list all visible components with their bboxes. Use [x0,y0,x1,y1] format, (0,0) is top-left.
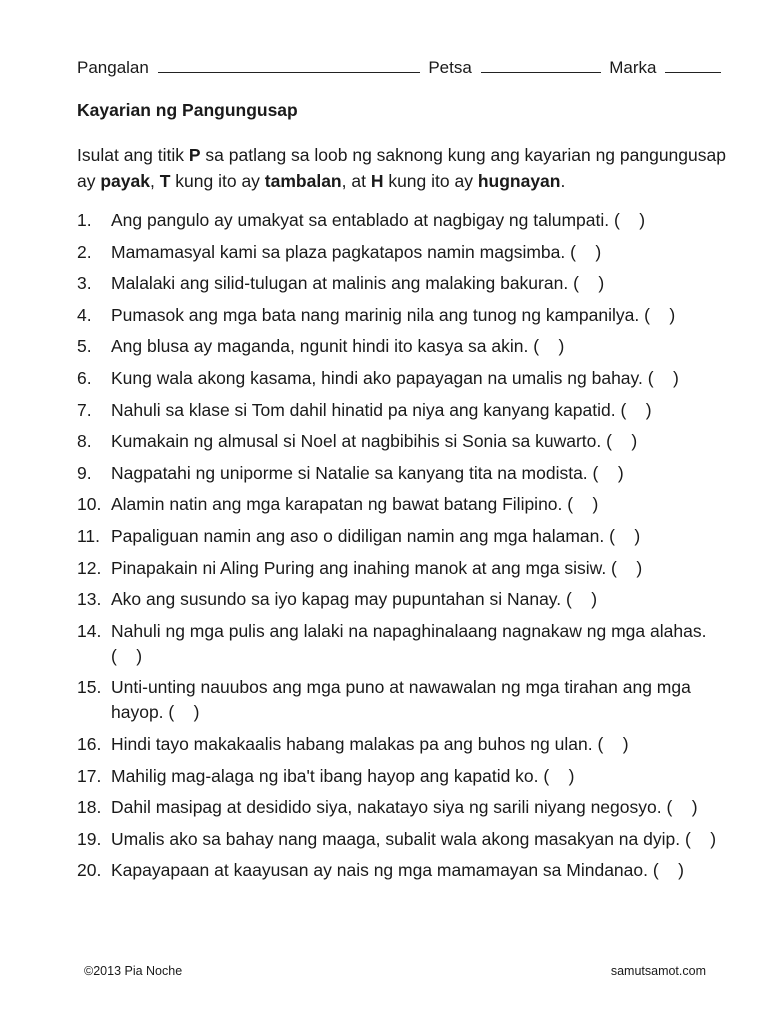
question-number: 17. [77,765,102,786]
score-blank [665,58,721,73]
website: samutsamot.com [610,964,706,978]
instr-letter-h: H [370,171,384,191]
score-label: Marka [609,58,657,77]
name-blank [158,58,420,73]
question-text: Alamin natin ang mga karapatan ng bawat batang Filipino. [111,494,568,515]
answer-blank[interactable]: ( ) [666,797,698,818]
question-item [77,334,737,359]
question-number: 14. [77,620,102,641]
instr-letter-t: T [159,171,171,191]
question-list [77,208,737,890]
question-text: Mamamasyal kami sa plaza pagkatapos namin magsimba. [111,241,571,262]
question-number: 6. [77,367,92,388]
question-item [77,366,737,391]
answer-blank[interactable]: ( ) [609,525,641,546]
question-text: Kung wala akong kasama, hindi ako papayagan na umalis ng bahay. [111,367,648,388]
copyright: ©2013 Pia Noche [84,964,183,978]
instr-word-tambalan: tambalan [264,171,342,191]
question-number: 16. [77,733,102,754]
question-number: 7. [77,399,92,420]
question-item [77,827,737,852]
question-number: 1. [77,210,92,230]
question-item [77,556,737,581]
question-item [77,492,737,517]
question-text: Pumasok ang mga bata nang marinig nila ang tunog ng kampanilya. [111,304,645,325]
instr-text-3: , [149,171,160,191]
answer-blank[interactable]: ( ) [647,367,679,388]
question-number: 10. [77,494,102,515]
question-item [77,461,737,486]
question-text: Ang blusa ay maganda, ngunit hindi ito kasya sa akin. [111,336,534,357]
question-text: Umalis ako sa bahay nang maaga, subalit wala akong masakyan na dyip. [111,828,685,849]
question-text: Mahilig mag-alaga ng iba't ibang hayop ang kapatid ko. [111,765,544,786]
question-item [77,271,737,296]
question-text: Unti-unting nauubos ang mga puno at nawawalan ng mga tirahan ang mga hayop. [111,677,691,723]
instr-word-hugnayan: hugnayan [477,171,561,191]
question-item [77,619,737,669]
answer-blank[interactable]: ( ) [620,399,652,420]
question-item [77,524,737,549]
question-item [77,795,737,820]
question-number: 8. [77,431,92,452]
answer-blank[interactable]: ( ) [573,273,605,294]
instr-word-payak: payak [100,171,150,191]
instr-text-1: Isulat ang titik [77,145,189,165]
answer-blank[interactable]: ( ) [597,733,629,754]
answer-blank[interactable]: ( ) [543,765,575,786]
instr-text-4: kung ito ay [170,171,265,191]
question-text: Ang pangulo ay umakyat sa entablado at nagbigay ng talumpati. [111,210,614,230]
name-label: Pangalan [77,58,149,77]
question-number: 2. [77,241,92,262]
question-text: Kumakain ng almusal si Noel at nagbibihis si Sonia sa kuwarto. [111,431,607,452]
question-text: Nahuli sa klase si Tom dahil hinatid pa niya ang kanyang kapatid. [111,399,621,420]
instr-text-6: kung ito ay [383,171,478,191]
worksheet-title: Kayarian ng Pangungusap [77,100,298,120]
question-number: 4. [77,304,92,325]
question-item [77,764,737,789]
answer-blank[interactable]: ( ) [570,241,602,262]
question-text: Malalaki ang silid-tulugan at malinis ang malaking bakuran. [111,273,574,294]
question-item [77,240,737,265]
question-text: Dahil masipag at desidido siya, nakatayo siya ng sarili niyang negosyo. [111,797,667,818]
question-number: 9. [77,462,92,483]
instructions [77,142,737,194]
date-blank [481,58,601,73]
instr-text-7: . [560,171,566,191]
question-text: Ako ang susundo sa iyo kapag may pupuntahan si Nanay. [111,589,566,610]
question-number: 20. [77,860,102,881]
instr-text-2: sa patlang sa loob ng saknong kung ang kayarian ng pangungusap ay [77,145,726,191]
question-number: 19. [77,828,102,849]
question-text: Hindi tayo makakaalis habang malakas pa ang buhos ng ulan. [111,733,598,754]
instr-letter-p: P [188,145,201,165]
date-label: Petsa [428,58,472,77]
question-text: Kapayapaan at kaayusan ay nais ng mga mamamayan sa Mindanao. [111,860,653,881]
question-item [77,732,737,757]
question-number: 12. [77,557,102,578]
question-number: 11. [77,525,101,546]
question-item [77,398,737,423]
answer-blank[interactable]: ( ) [592,462,624,483]
header-fields [77,58,717,78]
answer-blank[interactable]: ( ) [111,645,143,666]
question-number: 3. [77,273,92,294]
question-number: 15. [77,677,102,698]
question-number: 13. [77,589,102,610]
answer-blank[interactable]: ( ) [652,860,684,881]
question-item [77,858,737,883]
question-text: Nagpatahi ng uniporme si Natalie sa kanyang tita na modista. [111,462,593,483]
question-item [77,587,737,612]
answer-blank[interactable]: ( ) [533,336,565,357]
answer-blank[interactable]: ( ) [567,494,599,515]
question-text: Papaliguan namin ang aso o didiligan namin ang mga halaman. [111,525,610,546]
answer-blank[interactable]: ( ) [684,828,717,849]
question-item [77,303,737,328]
question-number: 5. [77,336,92,357]
question-item [77,675,737,725]
question-item [77,429,737,454]
answer-blank[interactable]: ( ) [565,589,598,610]
answer-blank[interactable]: ( ) [606,431,638,452]
question-number: 18. [77,797,102,818]
question-text: Nahuli ng mga pulis ang lalaki na napaghinalaang nagnakaw ng mga alahas. [111,620,707,641]
answer-blank[interactable]: ( ) [644,304,676,325]
question-text: Pinapakain ni Aling Puring ang inahing manok at ang mga sisiw. [111,557,612,578]
answer-blank[interactable]: ( ) [611,557,643,578]
answer-blank[interactable]: ( ) [614,210,646,230]
question-item [77,208,737,233]
instr-text-5: , at [341,171,371,191]
answer-blank[interactable]: ( ) [168,702,200,723]
